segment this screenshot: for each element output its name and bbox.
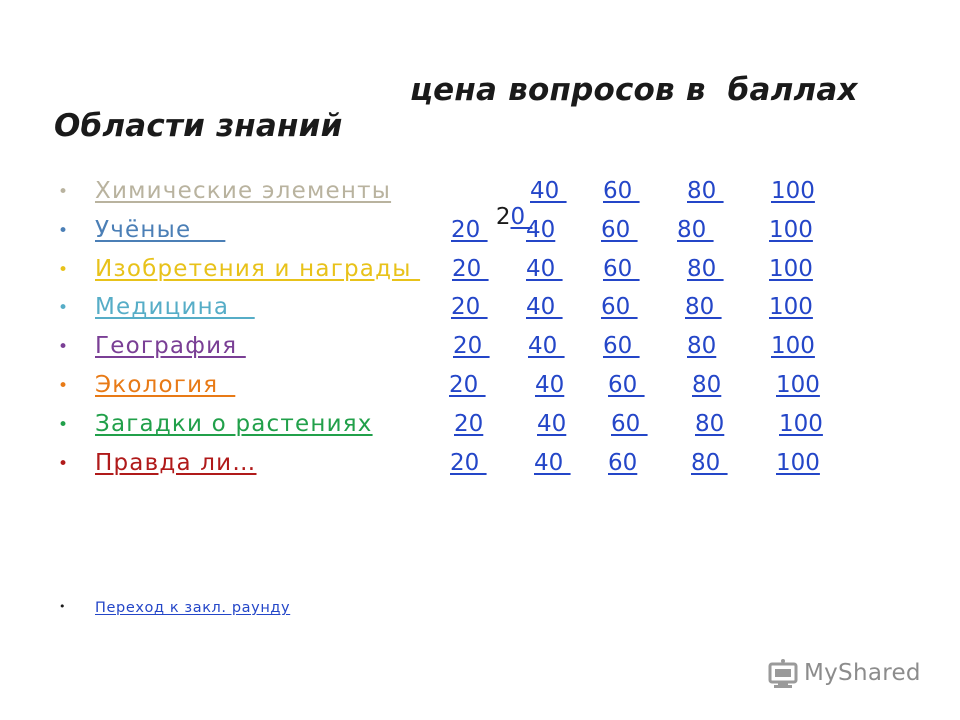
points-group <box>535 372 564 398</box>
points-100-link[interactable]: 100 <box>776 371 820 398</box>
points-group <box>537 411 566 437</box>
bullet-icon: • <box>58 298 69 319</box>
points-group <box>452 256 489 282</box>
points-group <box>526 294 563 320</box>
topic-row <box>0 409 960 448</box>
points-80-link[interactable]: 80 <box>691 449 728 476</box>
points-group <box>771 333 815 359</box>
points-group <box>771 178 815 204</box>
points-60-link[interactable]: 60 <box>601 294 638 321</box>
points-group <box>603 333 640 359</box>
points-group <box>526 256 563 282</box>
points-group <box>528 333 565 359</box>
points-group <box>608 450 637 476</box>
topics-list <box>0 176 960 486</box>
points-group <box>685 294 722 320</box>
topic-link[interactable]: Медицина <box>95 294 255 321</box>
points-40-link[interactable]: 40 <box>526 255 563 282</box>
topic-link[interactable]: Химические элементы <box>95 178 392 204</box>
points-group <box>534 450 571 476</box>
points-80-link[interactable]: 80 <box>687 333 717 360</box>
final-round-link[interactable]: Переход к закл. раунду <box>95 600 291 616</box>
points-group <box>687 256 724 282</box>
points-group <box>453 333 490 359</box>
points-100-link[interactable]: 100 <box>771 178 815 204</box>
points-40-link[interactable]: 40 <box>526 216 556 243</box>
points-group <box>687 178 724 204</box>
bullet-icon: • <box>58 337 69 358</box>
points-group <box>677 217 714 243</box>
points-100-link[interactable]: 100 <box>769 255 813 282</box>
topic-link[interactable]: Изобретения и награды <box>95 255 421 282</box>
bullet-icon: • <box>58 453 69 474</box>
points-group <box>451 294 488 320</box>
points-group <box>776 450 820 476</box>
points-100-link[interactable]: 100 <box>776 449 820 476</box>
points-group <box>779 411 823 437</box>
points-40-link[interactable]: 40 <box>526 294 563 321</box>
topic-row <box>0 254 960 293</box>
points-100-link[interactable]: 100 <box>771 333 815 360</box>
points-group <box>603 178 640 204</box>
points-group <box>601 294 638 320</box>
topic-link[interactable]: Правда ли… <box>95 449 257 476</box>
points-80-link[interactable]: 80 <box>692 371 722 398</box>
bullet-icon: • <box>58 220 69 241</box>
points-20-link[interactable]: 0 <box>510 204 533 230</box>
points-40-link[interactable]: 40 <box>535 371 565 398</box>
bullet-icon: • <box>58 182 69 202</box>
points-40-link[interactable]: 40 <box>537 410 567 437</box>
points-60-link[interactable]: 60 <box>603 333 640 360</box>
watermark <box>766 656 926 696</box>
topic-row <box>0 215 960 254</box>
points-group <box>530 178 567 204</box>
points-80-link[interactable]: 80 <box>687 178 724 204</box>
points-20-prefix: 2 <box>495 204 511 230</box>
points-group <box>601 217 638 243</box>
topic-link[interactable]: География <box>95 333 246 360</box>
points-group <box>608 372 645 398</box>
points-80-link[interactable]: 80 <box>677 216 714 243</box>
points-group <box>687 333 716 359</box>
points-group <box>450 450 487 476</box>
topic-row <box>0 370 960 409</box>
points-60-link[interactable]: 60 <box>611 410 648 437</box>
points-20-link[interactable]: 20 <box>451 216 488 243</box>
title-question-price: цена вопросов в баллах <box>410 72 858 108</box>
points-40-link[interactable]: 40 <box>528 333 565 360</box>
points-20-link[interactable]: 20 <box>454 410 484 437</box>
topic-row <box>0 292 960 331</box>
points-60-link[interactable]: 60 <box>601 216 638 243</box>
points-80-link[interactable]: 80 <box>687 255 724 282</box>
points-group <box>691 450 728 476</box>
bullet-icon: • <box>58 414 69 435</box>
points-group <box>451 217 488 243</box>
points-group <box>611 411 648 437</box>
points-60-link[interactable]: 60 <box>608 449 638 476</box>
title-knowledge-areas: Области знаний <box>54 108 343 144</box>
topic-row <box>0 448 960 487</box>
points-20-link[interactable]: 20 <box>453 333 490 360</box>
points-group <box>769 217 813 243</box>
points-60-link[interactable]: 60 <box>603 255 640 282</box>
points-20-link[interactable]: 20 <box>451 294 488 321</box>
bullet-icon: • <box>58 259 69 280</box>
topic-link[interactable]: Экология <box>95 371 236 398</box>
bullet-icon: • <box>59 600 66 613</box>
points-group <box>769 256 813 282</box>
myshared-logo-icon <box>766 658 802 692</box>
points-60-link[interactable]: 60 <box>608 371 645 398</box>
points-group <box>449 372 486 398</box>
points-group <box>454 411 483 437</box>
points-80-link[interactable]: 80 <box>695 410 725 437</box>
bullet-icon: • <box>58 375 69 396</box>
points-20-link[interactable]: 20 <box>450 449 487 476</box>
points-group <box>603 256 640 282</box>
points-40-link[interactable]: 40 <box>534 449 571 476</box>
points-100-link[interactable]: 100 <box>779 410 823 437</box>
points-20-link[interactable]: 20 <box>452 255 489 282</box>
points-40-link[interactable]: 40 <box>530 178 567 204</box>
topic-link[interactable]: Учёные <box>95 216 226 243</box>
watermark-text: MyShared <box>804 660 921 686</box>
points-group <box>769 294 813 320</box>
points-100-link[interactable]: 100 <box>769 294 813 321</box>
points-group <box>695 411 724 437</box>
points-100-link[interactable]: 100 <box>769 216 813 243</box>
points-group <box>526 217 555 243</box>
slide-title <box>32 72 858 180</box>
points-60-link[interactable]: 60 <box>603 178 640 204</box>
topic-row <box>0 331 960 370</box>
points-80-link[interactable]: 80 <box>685 294 722 321</box>
topic-link[interactable]: Загадки о растениях <box>95 410 373 437</box>
points-group <box>692 372 721 398</box>
points-20-link[interactable]: 20 <box>449 371 486 398</box>
points-group <box>776 372 820 398</box>
